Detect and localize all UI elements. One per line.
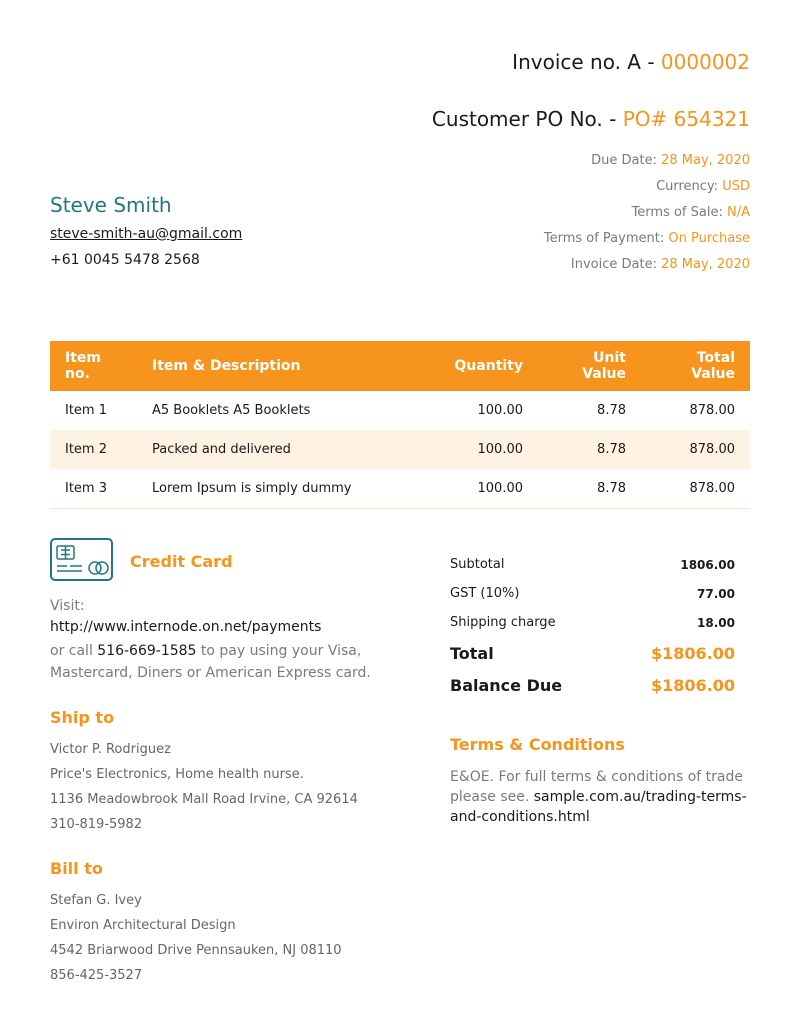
payment-phone: 516-669-1585 <box>97 643 197 659</box>
bill-to-name: Stefan G. Ivey <box>50 893 142 908</box>
header-description: Item & Description <box>137 341 433 391</box>
terms-text: E&OE. For full terms & conditions of trade please see. sample.com.au/trading-terms-and-conditions.html <box>450 769 747 825</box>
subtotal-value: 1806.00 <box>680 557 735 572</box>
cell-quantity: 100.00 <box>433 469 538 509</box>
meta-terms-of-sale: Terms of Sale: N/A <box>631 205 750 220</box>
cell-description: Packed and delivered <box>137 430 433 469</box>
bill-to-street: 4542 Briarwood Drive Pennsauken, NJ 08110 <box>50 943 342 958</box>
totals-summary <box>450 550 735 701</box>
po-number-line <box>432 107 750 131</box>
shipping-row: Shipping charge 18.00 <box>450 615 735 630</box>
cell-item-no: Item 3 <box>50 469 137 509</box>
cell-total-value: 878.00 <box>689 403 735 418</box>
cell-item-no: Item 1 <box>65 403 107 418</box>
total-row: Total $1806.00 <box>450 643 735 663</box>
credit-card-icon <box>50 538 113 581</box>
header-unit-value: Unit Value <box>538 341 641 391</box>
invoice-number: 0000002 <box>660 50 750 74</box>
cell-description: Lorem Ipsum is simply dummy <box>137 469 433 509</box>
table-row <box>50 430 750 469</box>
header-total-value: Total Value <box>641 341 750 391</box>
visit-label: Visit: <box>50 598 85 614</box>
meta-invoice-date: Invoice Date: 28 May, 2020 <box>570 257 750 272</box>
table-header-row <box>50 341 750 391</box>
meta-currency: Currency: USD <box>656 179 750 194</box>
bill-to-phone: 856-425-3527 <box>50 968 143 983</box>
terms-link[interactable]: sample.com.au/trading-terms-and-conditions.html <box>450 789 747 825</box>
balance-due-row: Balance Due $1806.00 <box>450 675 735 695</box>
ship-to-company: Price's Electronics, Home health nurse. <box>50 767 304 782</box>
cell-item-no: Item 2 <box>50 430 137 469</box>
cell-quantity: 100.00 <box>433 430 538 469</box>
payment-url-link[interactable]: http://www.internode.on.net/payments <box>50 619 322 635</box>
invoice-number-line <box>512 50 750 74</box>
payment-method-title: Credit Card <box>130 552 233 571</box>
terms-title: Terms & Conditions <box>450 735 625 754</box>
header-quantity: Quantity <box>433 341 538 391</box>
bill-to-company: Environ Architectural Design <box>50 918 236 933</box>
payment-instructions: or call 516-669-1585 to pay using your Visa, Mastercard, Diners or American Express card. <box>50 643 371 681</box>
subtotal-row: Subtotal 1806.00 <box>450 557 735 572</box>
ship-to-title: Ship to <box>50 708 115 727</box>
bill-to-address <box>50 888 342 988</box>
cell-description: A5 Booklets A5 Booklets <box>152 403 311 418</box>
balance-due-value: $1806.00 <box>650 675 735 695</box>
ship-to-phone: 310-819-5982 <box>50 817 143 832</box>
customer-phone: +61 0045 5478 2568 <box>50 252 200 268</box>
customer-name: Steve Smith <box>50 193 172 217</box>
gst-value: 77.00 <box>697 586 735 601</box>
cell-unit-value: 8.78 <box>597 403 626 418</box>
meta-terms-of-payment: Terms of Payment: On Purchase <box>543 231 750 246</box>
table-row <box>50 469 750 509</box>
gst-row: GST (10%) 77.00 <box>450 586 735 601</box>
po-number: PO# 654321 <box>622 107 750 131</box>
total-value: $1806.00 <box>650 643 735 663</box>
meta-due-date: Due Date: 28 May, 2020 <box>591 153 750 168</box>
invoice-number-label: Invoice no. A - <box>512 50 661 74</box>
bill-to-title: Bill to <box>50 859 103 878</box>
header-item-no: Item no. <box>50 341 137 391</box>
ship-to-address <box>50 737 358 837</box>
cell-total-value: 878.00 <box>641 430 750 469</box>
cell-unit-value: 8.78 <box>538 430 641 469</box>
items-table <box>50 341 750 509</box>
cell-unit-value: 8.78 <box>538 469 641 509</box>
cell-total-value: 878.00 <box>641 469 750 509</box>
invoice-meta <box>544 148 750 278</box>
ship-to-street: 1136 Meadowbrook Mall Road Irvine, CA 92614 <box>50 792 358 807</box>
shipping-value: 18.00 <box>697 615 735 630</box>
po-number-label: Customer PO No. - <box>431 107 623 131</box>
table-row <box>50 391 750 430</box>
ship-to-name: Victor P. Rodriguez <box>50 742 171 757</box>
cell-quantity: 100.00 <box>477 403 523 418</box>
customer-email-link[interactable]: steve-smith-au@gmail.com <box>50 226 243 242</box>
